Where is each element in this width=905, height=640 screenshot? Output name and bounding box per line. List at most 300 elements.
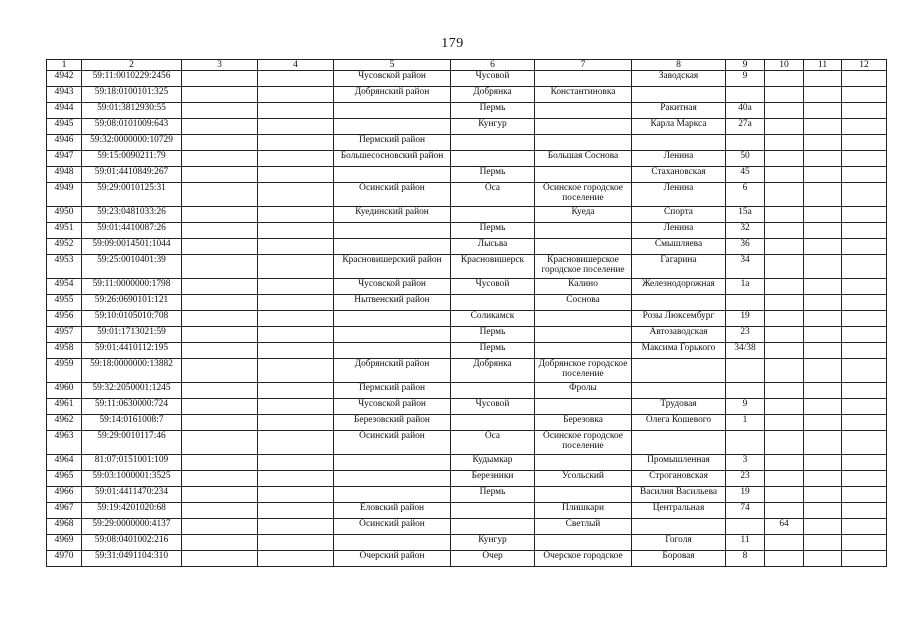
row-number-cell: 4951 xyxy=(47,223,82,239)
city-cell: Кудымкар xyxy=(451,455,535,471)
cadastral-number-cell: 59:11:0630000:724 xyxy=(82,399,182,415)
street-cell: Автозаводская xyxy=(632,327,726,343)
settlement-cell xyxy=(535,327,632,343)
cadastral-number-cell: 59:01:3812930:55 xyxy=(82,103,182,119)
cadastral-number-cell: 59:03:1000001:3525 xyxy=(82,471,182,487)
column-11-cell xyxy=(804,255,842,279)
street-cell xyxy=(632,383,726,399)
city-cell: Пермь xyxy=(451,343,535,359)
district-cell xyxy=(334,343,451,359)
column-11-cell xyxy=(804,223,842,239)
cadastral-number-cell: 59:15:0090211:79 xyxy=(82,151,182,167)
column-11-cell xyxy=(804,207,842,223)
district-cell xyxy=(334,119,451,135)
house-number-cell: 15а xyxy=(726,207,765,223)
street-cell: Ленина xyxy=(632,183,726,207)
house-number-cell: 50 xyxy=(726,151,765,167)
column-11-cell xyxy=(804,311,842,327)
column-10-cell xyxy=(765,455,804,471)
column-10-cell xyxy=(765,431,804,455)
district-cell: Чусовской район xyxy=(334,279,451,295)
row-number-cell: 4958 xyxy=(47,343,82,359)
column-11-cell xyxy=(804,239,842,255)
column-3-cell xyxy=(182,471,258,487)
column-11-cell xyxy=(804,535,842,551)
table-row xyxy=(47,327,887,343)
column-12-cell xyxy=(842,119,887,135)
cadastral-number-cell: 59:01:1713021:59 xyxy=(82,327,182,343)
column-3-cell xyxy=(182,455,258,471)
column-3-cell xyxy=(182,71,258,87)
column-4-cell xyxy=(258,311,334,327)
column-4-cell xyxy=(258,151,334,167)
column-4-cell xyxy=(258,239,334,255)
street-cell: Ленина xyxy=(632,151,726,167)
column-10-cell xyxy=(765,279,804,295)
city-cell: Пермь xyxy=(451,167,535,183)
column-4-cell xyxy=(258,255,334,279)
city-cell: Пермь xyxy=(451,103,535,119)
column-header: 6 xyxy=(451,60,535,71)
house-number-cell: 6 xyxy=(726,183,765,207)
column-4-cell xyxy=(258,383,334,399)
settlement-cell: Осинское городское поселение xyxy=(535,183,632,207)
column-12-cell xyxy=(842,415,887,431)
settlement-cell xyxy=(535,311,632,327)
house-number-cell: 23 xyxy=(726,471,765,487)
row-number-cell: 4968 xyxy=(47,519,82,535)
district-cell: Еловский район xyxy=(334,503,451,519)
column-3-cell xyxy=(182,135,258,151)
table-row xyxy=(47,103,887,119)
column-12-cell xyxy=(842,399,887,415)
column-4-cell xyxy=(258,119,334,135)
district-cell: Осинский район xyxy=(334,183,451,207)
street-cell: Спорта xyxy=(632,207,726,223)
column-10-cell xyxy=(765,311,804,327)
district-cell xyxy=(334,487,451,503)
column-12-cell xyxy=(842,87,887,103)
settlement-cell xyxy=(535,135,632,151)
column-4-cell xyxy=(258,207,334,223)
column-11-cell xyxy=(804,431,842,455)
cadastral-number-cell: 59:29:0010117:46 xyxy=(82,431,182,455)
column-12-cell xyxy=(842,103,887,119)
column-10-cell xyxy=(765,135,804,151)
column-11-cell xyxy=(804,119,842,135)
house-number-cell: 19 xyxy=(726,311,765,327)
column-3-cell xyxy=(182,295,258,311)
column-3-cell xyxy=(182,151,258,167)
column-11-cell xyxy=(804,415,842,431)
cadastral-number-cell: 59:11:0000000:1798 xyxy=(82,279,182,295)
city-cell: Добрянка xyxy=(451,87,535,103)
street-cell xyxy=(632,431,726,455)
settlement-cell xyxy=(535,487,632,503)
column-4-cell xyxy=(258,295,334,311)
district-cell: Чусовской район xyxy=(334,399,451,415)
column-11-cell xyxy=(804,327,842,343)
street-cell: Заводская xyxy=(632,71,726,87)
table-row xyxy=(47,551,887,567)
street-cell xyxy=(632,87,726,103)
column-4-cell xyxy=(258,223,334,239)
table-row xyxy=(47,343,887,359)
street-cell: Смышляева xyxy=(632,239,726,255)
column-12-cell xyxy=(842,383,887,399)
city-cell xyxy=(451,295,535,311)
row-number-cell: 4957 xyxy=(47,327,82,343)
city-cell xyxy=(451,207,535,223)
column-10-cell xyxy=(765,535,804,551)
settlement-cell: Очерское городское xyxy=(535,551,632,567)
street-cell: Промышленная xyxy=(632,455,726,471)
house-number-cell: 36 xyxy=(726,239,765,255)
table-row xyxy=(47,415,887,431)
city-cell: Чусовой xyxy=(451,399,535,415)
column-3-cell xyxy=(182,279,258,295)
column-4-cell xyxy=(258,71,334,87)
column-3-cell xyxy=(182,255,258,279)
column-11-cell xyxy=(804,295,842,311)
column-4-cell xyxy=(258,183,334,207)
district-cell: Куединский район xyxy=(334,207,451,223)
column-header: 9 xyxy=(726,60,765,71)
column-10-cell xyxy=(765,503,804,519)
settlement-cell: Соснова xyxy=(535,295,632,311)
column-header: 5 xyxy=(334,60,451,71)
street-cell xyxy=(632,359,726,383)
column-3-cell xyxy=(182,239,258,255)
column-12-cell xyxy=(842,471,887,487)
row-number-cell: 4960 xyxy=(47,383,82,399)
column-header: 3 xyxy=(182,60,258,71)
column-4-cell xyxy=(258,279,334,295)
column-10-cell xyxy=(765,103,804,119)
table-row xyxy=(47,471,887,487)
cadastral-number-cell: 59:29:0010125:31 xyxy=(82,183,182,207)
house-number-cell xyxy=(726,295,765,311)
cadastral-number-cell: 59:08:0401002:216 xyxy=(82,535,182,551)
cadastral-number-cell: 59:29:0000000:4137 xyxy=(82,519,182,535)
row-number-cell: 4966 xyxy=(47,487,82,503)
cadastral-number-cell: 59:18:0100101:325 xyxy=(82,87,182,103)
city-cell: Лысьва xyxy=(451,239,535,255)
house-number-cell: 1 xyxy=(726,415,765,431)
column-header: 10 xyxy=(765,60,804,71)
column-12-cell xyxy=(842,455,887,471)
column-10-cell xyxy=(765,551,804,567)
column-3-cell xyxy=(182,535,258,551)
table-row xyxy=(47,519,887,535)
column-3-cell xyxy=(182,399,258,415)
column-3-cell xyxy=(182,183,258,207)
city-cell: Пермь xyxy=(451,487,535,503)
table-row xyxy=(47,207,887,223)
street-cell: Олега Кошевого xyxy=(632,415,726,431)
table-row xyxy=(47,119,887,135)
city-cell: Красновишерск xyxy=(451,255,535,279)
house-number-cell: 11 xyxy=(726,535,765,551)
city-cell: Кунгур xyxy=(451,535,535,551)
column-10-cell: 64 xyxy=(765,519,804,535)
city-cell xyxy=(451,503,535,519)
street-cell: Центральная xyxy=(632,503,726,519)
column-12-cell xyxy=(842,551,887,567)
column-12-cell xyxy=(842,71,887,87)
column-4-cell xyxy=(258,415,334,431)
row-number-cell: 4949 xyxy=(47,183,82,207)
table-row xyxy=(47,71,887,87)
district-cell: Пермский район xyxy=(334,135,451,151)
district-cell: Красновишерский район xyxy=(334,255,451,279)
column-12-cell xyxy=(842,487,887,503)
district-cell xyxy=(334,455,451,471)
column-12-cell xyxy=(842,223,887,239)
row-number-cell: 4945 xyxy=(47,119,82,135)
column-header: 4 xyxy=(258,60,334,71)
house-number-cell: 1а xyxy=(726,279,765,295)
column-3-cell xyxy=(182,487,258,503)
row-number-cell: 4965 xyxy=(47,471,82,487)
table-body xyxy=(47,71,887,567)
cadastral-number-cell: 59:23:0481033:26 xyxy=(82,207,182,223)
house-number-cell: 23 xyxy=(726,327,765,343)
column-4-cell xyxy=(258,487,334,503)
street-cell: Гоголя xyxy=(632,535,726,551)
column-3-cell xyxy=(182,87,258,103)
house-number-cell: 8 xyxy=(726,551,765,567)
column-4-cell xyxy=(258,327,334,343)
column-10-cell xyxy=(765,383,804,399)
column-11-cell xyxy=(804,279,842,295)
street-cell: Розы Люксембург xyxy=(632,311,726,327)
table-row xyxy=(47,255,887,279)
column-12-cell xyxy=(842,239,887,255)
cadastral-number-cell: 59:32:2050001:1245 xyxy=(82,383,182,399)
district-cell xyxy=(334,471,451,487)
district-cell: Березовский район xyxy=(334,415,451,431)
settlement-cell: Красновишерское городское поселение xyxy=(535,255,632,279)
district-cell: Очерский район xyxy=(334,551,451,567)
street-cell: Ленина xyxy=(632,223,726,239)
city-cell: Пермь xyxy=(451,327,535,343)
house-number-cell xyxy=(726,519,765,535)
row-number-cell: 4962 xyxy=(47,415,82,431)
district-cell xyxy=(334,327,451,343)
column-3-cell xyxy=(182,503,258,519)
street-cell: Карла Маркса xyxy=(632,119,726,135)
settlement-cell xyxy=(535,223,632,239)
table-row xyxy=(47,535,887,551)
cadastral-number-cell: 59:01:4410087:26 xyxy=(82,223,182,239)
page-number: 179 xyxy=(441,36,464,51)
cadastral-number-cell: 59:14:0161008:7 xyxy=(82,415,182,431)
row-number-cell: 4967 xyxy=(47,503,82,519)
column-3-cell xyxy=(182,223,258,239)
column-11-cell xyxy=(804,71,842,87)
city-cell xyxy=(451,415,535,431)
cadastral-number-cell: 59:32:0000000:10729 xyxy=(82,135,182,151)
column-10-cell xyxy=(765,239,804,255)
column-11-cell xyxy=(804,487,842,503)
row-number-cell: 4955 xyxy=(47,295,82,311)
house-number-cell: 3 xyxy=(726,455,765,471)
column-10-cell xyxy=(765,343,804,359)
settlement-cell: Калино xyxy=(535,279,632,295)
settlement-cell xyxy=(535,239,632,255)
column-10-cell xyxy=(765,487,804,503)
column-12-cell xyxy=(842,255,887,279)
city-cell: Кунгур xyxy=(451,119,535,135)
column-12-cell xyxy=(842,207,887,223)
column-3-cell xyxy=(182,119,258,135)
column-11-cell xyxy=(804,167,842,183)
district-cell xyxy=(334,535,451,551)
table-row xyxy=(47,383,887,399)
column-11-cell xyxy=(804,399,842,415)
house-number-cell xyxy=(726,383,765,399)
house-number-cell xyxy=(726,359,765,383)
column-12-cell xyxy=(842,135,887,151)
cadastral-number-cell: 59:25:0010401:39 xyxy=(82,255,182,279)
column-12-cell xyxy=(842,535,887,551)
settlement-cell xyxy=(535,535,632,551)
house-number-cell: 45 xyxy=(726,167,765,183)
district-cell: Пермский район xyxy=(334,383,451,399)
house-number-cell: 34/38 xyxy=(726,343,765,359)
city-cell xyxy=(451,135,535,151)
house-number-cell xyxy=(726,431,765,455)
column-10-cell xyxy=(765,223,804,239)
column-header: 2 xyxy=(82,60,182,71)
street-cell: Василия Васильева xyxy=(632,487,726,503)
column-header: 11 xyxy=(804,60,842,71)
column-12-cell xyxy=(842,519,887,535)
column-10-cell xyxy=(765,255,804,279)
column-4-cell xyxy=(258,103,334,119)
column-3-cell xyxy=(182,551,258,567)
cadastral-number-cell: 81:07:0151001:109 xyxy=(82,455,182,471)
street-cell: Трудовая xyxy=(632,399,726,415)
row-number-cell: 4950 xyxy=(47,207,82,223)
column-4-cell xyxy=(258,471,334,487)
row-number-cell: 4946 xyxy=(47,135,82,151)
table-row xyxy=(47,223,887,239)
house-number-cell: 74 xyxy=(726,503,765,519)
settlement-cell xyxy=(535,399,632,415)
column-4-cell xyxy=(258,167,334,183)
column-11-cell xyxy=(804,359,842,383)
column-10-cell xyxy=(765,471,804,487)
column-3-cell xyxy=(182,415,258,431)
column-4-cell xyxy=(258,519,334,535)
city-cell xyxy=(451,151,535,167)
column-10-cell xyxy=(765,399,804,415)
city-cell xyxy=(451,383,535,399)
settlement-cell: Куеда xyxy=(535,207,632,223)
column-4-cell xyxy=(258,431,334,455)
settlement-cell xyxy=(535,167,632,183)
table-row xyxy=(47,151,887,167)
column-10-cell xyxy=(765,87,804,103)
city-cell: Добрянка xyxy=(451,359,535,383)
row-number-cell: 4956 xyxy=(47,311,82,327)
city-cell: Пермь xyxy=(451,223,535,239)
column-10-cell xyxy=(765,151,804,167)
column-12-cell xyxy=(842,311,887,327)
row-number-cell: 4943 xyxy=(47,87,82,103)
cadastral-number-cell: 59:08:0101009:643 xyxy=(82,119,182,135)
table-row xyxy=(47,87,887,103)
row-number-cell: 4948 xyxy=(47,167,82,183)
district-cell xyxy=(334,103,451,119)
column-11-cell xyxy=(804,103,842,119)
column-11-cell xyxy=(804,519,842,535)
city-cell: Березники xyxy=(451,471,535,487)
column-12-cell xyxy=(842,327,887,343)
column-3-cell xyxy=(182,519,258,535)
registry-table xyxy=(46,59,887,567)
house-number-cell: 9 xyxy=(726,71,765,87)
cadastral-number-cell: 59:26:0690101:121 xyxy=(82,295,182,311)
house-number-cell: 27а xyxy=(726,119,765,135)
settlement-cell xyxy=(535,455,632,471)
house-number-cell: 40а xyxy=(726,103,765,119)
city-cell: Очер xyxy=(451,551,535,567)
street-cell: Гагарина xyxy=(632,255,726,279)
table-row xyxy=(47,455,887,471)
column-11-cell xyxy=(804,551,842,567)
column-11-cell xyxy=(804,135,842,151)
column-4-cell xyxy=(258,135,334,151)
street-cell: Боровая xyxy=(632,551,726,567)
column-3-cell xyxy=(182,327,258,343)
row-number-cell: 4963 xyxy=(47,431,82,455)
district-cell: Нытвенский район xyxy=(334,295,451,311)
settlement-cell: Светлый xyxy=(535,519,632,535)
settlement-cell: Добрянское городское поселение xyxy=(535,359,632,383)
column-3-cell xyxy=(182,311,258,327)
column-3-cell xyxy=(182,207,258,223)
city-cell: Соликамск xyxy=(451,311,535,327)
cadastral-number-cell: 59:01:4410112:195 xyxy=(82,343,182,359)
column-12-cell xyxy=(842,279,887,295)
column-header: 12 xyxy=(842,60,887,71)
column-12-cell xyxy=(842,183,887,207)
column-4-cell xyxy=(258,87,334,103)
column-4-cell xyxy=(258,551,334,567)
district-cell xyxy=(334,167,451,183)
house-number-cell xyxy=(726,87,765,103)
column-header: 8 xyxy=(632,60,726,71)
settlement-cell: Березовка xyxy=(535,415,632,431)
column-4-cell xyxy=(258,399,334,415)
district-cell: Добрянский район xyxy=(334,359,451,383)
district-cell: Добрянский район xyxy=(334,87,451,103)
settlement-cell: Фролы xyxy=(535,383,632,399)
street-cell xyxy=(632,519,726,535)
cadastral-number-cell: 59:01:4410849:267 xyxy=(82,167,182,183)
row-number-cell: 4961 xyxy=(47,399,82,415)
row-number-cell: 4952 xyxy=(47,239,82,255)
column-12-cell xyxy=(842,167,887,183)
table-row xyxy=(47,295,887,311)
city-cell xyxy=(451,519,535,535)
table-row xyxy=(47,279,887,295)
district-cell xyxy=(334,311,451,327)
row-number-cell: 4964 xyxy=(47,455,82,471)
